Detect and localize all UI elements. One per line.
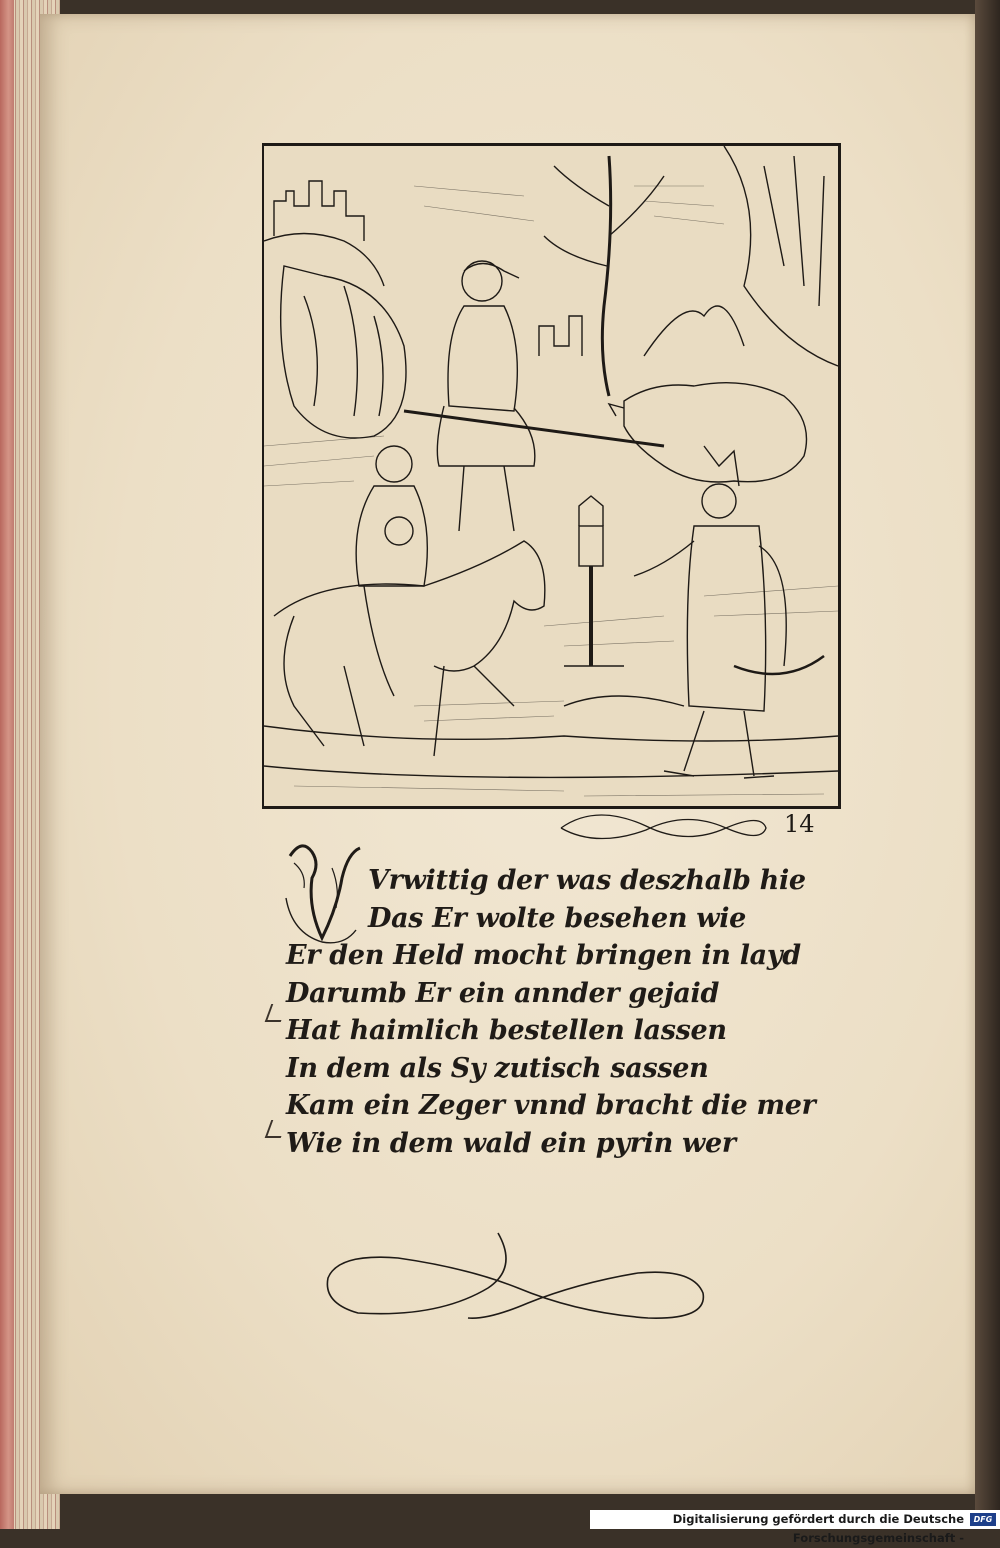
flourish-ornament-top (556, 808, 776, 848)
verse-line: Das Er wolte besehen wie (368, 902, 747, 934)
digitization-credit (590, 1510, 1000, 1545)
verse-line: Er den Held mocht bringen in layd (286, 940, 801, 971)
verse-line: Kam ein Zeger vnnd bracht die mer (286, 1090, 816, 1121)
flourish-ornament-bottom (318, 1228, 718, 1328)
woodcut-illustration (262, 143, 841, 809)
book-spine-edge (0, 0, 14, 1529)
verse-line: Hat haimlich bestellen lassen (286, 1015, 727, 1046)
verse-line: Wie in dem wald ein pyrin wer (286, 1127, 736, 1159)
verse-line: Darumb Er ein annder gejaid (286, 977, 720, 1009)
verse-line: Vrwittig der was deszhalb hie (368, 865, 806, 896)
folio-number: 14 (784, 810, 815, 838)
right-book-edge (975, 0, 1000, 1529)
credit-text: Digitalisierung gefördert durch die Deutsche Forschungsgemeinschaft - (672, 1512, 964, 1545)
verse-line: In dem als Sy zutisch sassen (286, 1052, 709, 1084)
verse-block (286, 862, 816, 1162)
dfg-logo: DFG (970, 1513, 996, 1526)
